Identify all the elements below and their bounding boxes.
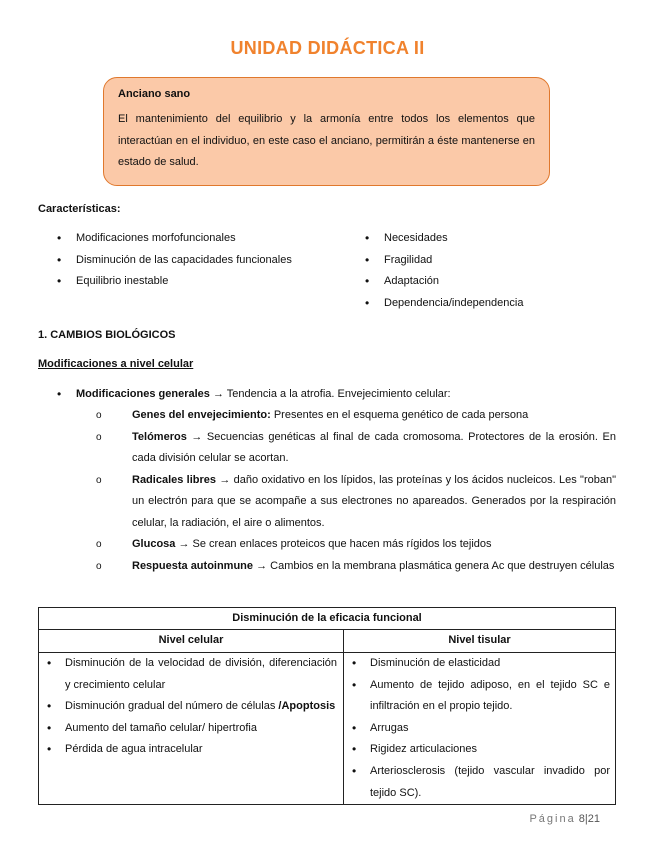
table-list-item: • Aumento de tejido adiposo, en el tejido SC e infiltración en el propio tejido. <box>344 675 610 718</box>
arrow-icon: → <box>212 388 224 400</box>
table-list-item: • Pérdida de agua intracelular <box>39 739 337 761</box>
list-item-line: • Disminución de las capacidades funcionales <box>76 253 292 266</box>
list-item <box>96 556 616 578</box>
term-description: daño oxidativo en los lípidos, las proteínas y los ácidos nucleicos. Les "roban" un electrón para que se acompañe a sus electrones no apareados. Generados por la respiración celular, la radiación, el aire o alimentos. <box>132 473 616 529</box>
page-footer <box>529 813 600 825</box>
aging-factors-list <box>96 405 616 577</box>
table-body <box>39 653 615 805</box>
list-item: • Necesidades <box>364 228 584 250</box>
page-label: Página <box>529 813 576 825</box>
list-item <box>56 250 308 272</box>
list-item: • Fragilidad <box>364 250 584 272</box>
term-description: Presentes en el esquema genético de cada persona <box>270 409 529 421</box>
callout-title: Anciano sano <box>118 88 191 100</box>
list-item: • Equilibrio inestable <box>56 271 308 293</box>
term-description: Cambios en la membrana plasmática genera Ac que destruyen células <box>267 559 615 572</box>
table-list-item: • Rigidez articulaciones <box>344 739 610 761</box>
list-item: • Modificaciones morfofuncionales <box>56 228 308 250</box>
list-item <box>96 427 616 470</box>
list-item <box>96 470 616 535</box>
item-bold-text: /Apoptosis <box>278 700 336 713</box>
characteristics-label: Características: <box>38 203 121 215</box>
term: Genes del envejecimiento: <box>132 409 271 421</box>
section-subheading: Modificaciones a nivel celular <box>38 358 194 370</box>
term-description: Tendencia a la atrofia. Envejecimiento celular: <box>223 388 451 400</box>
general-modifications-list <box>56 384 616 406</box>
table-list-item: • Arteriosclerosis (tejido vascular invadido por tejido SC). <box>344 761 610 804</box>
term: Respuesta autoinmune <box>132 559 254 572</box>
tissue-column <box>344 653 615 805</box>
characteristics-left-list <box>56 228 308 293</box>
definition-callout <box>103 77 550 186</box>
term-description: Se crean enlaces proteicos que hacen más rígidos los tejidos <box>189 538 492 550</box>
term: Modificaciones generales <box>76 388 210 400</box>
term: Glucosa <box>132 538 176 550</box>
column-header-tissue: Nivel tisular <box>448 634 511 646</box>
page-total: 21 <box>587 813 600 825</box>
term-description: Secuencias genéticas al final de cada cromosoma. Protectores de la erosión. En cada división celular se acortan. <box>132 430 616 464</box>
term: Radicales libres <box>132 473 217 486</box>
table-list-item: • Disminución de la velocidad de división, diferenciación y crecimiento celular <box>39 653 337 696</box>
table-list-item: • Aumento del tamaño celular/ hipertrofia <box>39 718 337 740</box>
column-header-cellular: Nivel celular <box>39 630 344 652</box>
term: Telómeros <box>132 430 187 443</box>
arrow-icon: → <box>219 473 231 486</box>
cellular-column <box>39 653 344 805</box>
page-separator: | <box>584 813 588 825</box>
table-title: Disminución de la eficacia funcional <box>39 608 615 630</box>
list-item <box>56 384 616 406</box>
list-item <box>96 405 616 427</box>
table-header-row <box>39 630 615 653</box>
table-list-item: • Arrugas <box>344 718 610 740</box>
table-list-item: • Disminución de elasticidad <box>344 653 610 675</box>
arrow-icon: → <box>191 430 203 443</box>
item-text: Disminución gradual del número de células <box>65 700 279 713</box>
page-title: UNIDAD DIDÁCTICA II <box>230 38 425 58</box>
list-item: • Adaptación <box>364 271 584 293</box>
arrow-icon: → <box>256 559 268 572</box>
list-item <box>96 534 616 556</box>
table-list-item <box>39 696 337 718</box>
arrow-icon: → <box>178 538 190 550</box>
list-item: • Dependencia/independencia <box>364 293 584 315</box>
functional-efficiency-table <box>38 607 616 805</box>
section-heading: 1. CAMBIOS BIOLÓGICOS <box>38 329 176 341</box>
characteristics-right-list <box>364 228 584 314</box>
page-number: 8 <box>578 813 585 825</box>
callout-body: El mantenimiento del equilibrio y la armonía entre todos los elementos que interactúan en el individuo, en este caso el anciano, permitirán a éste mantenerse en estado de salud. <box>118 113 535 168</box>
